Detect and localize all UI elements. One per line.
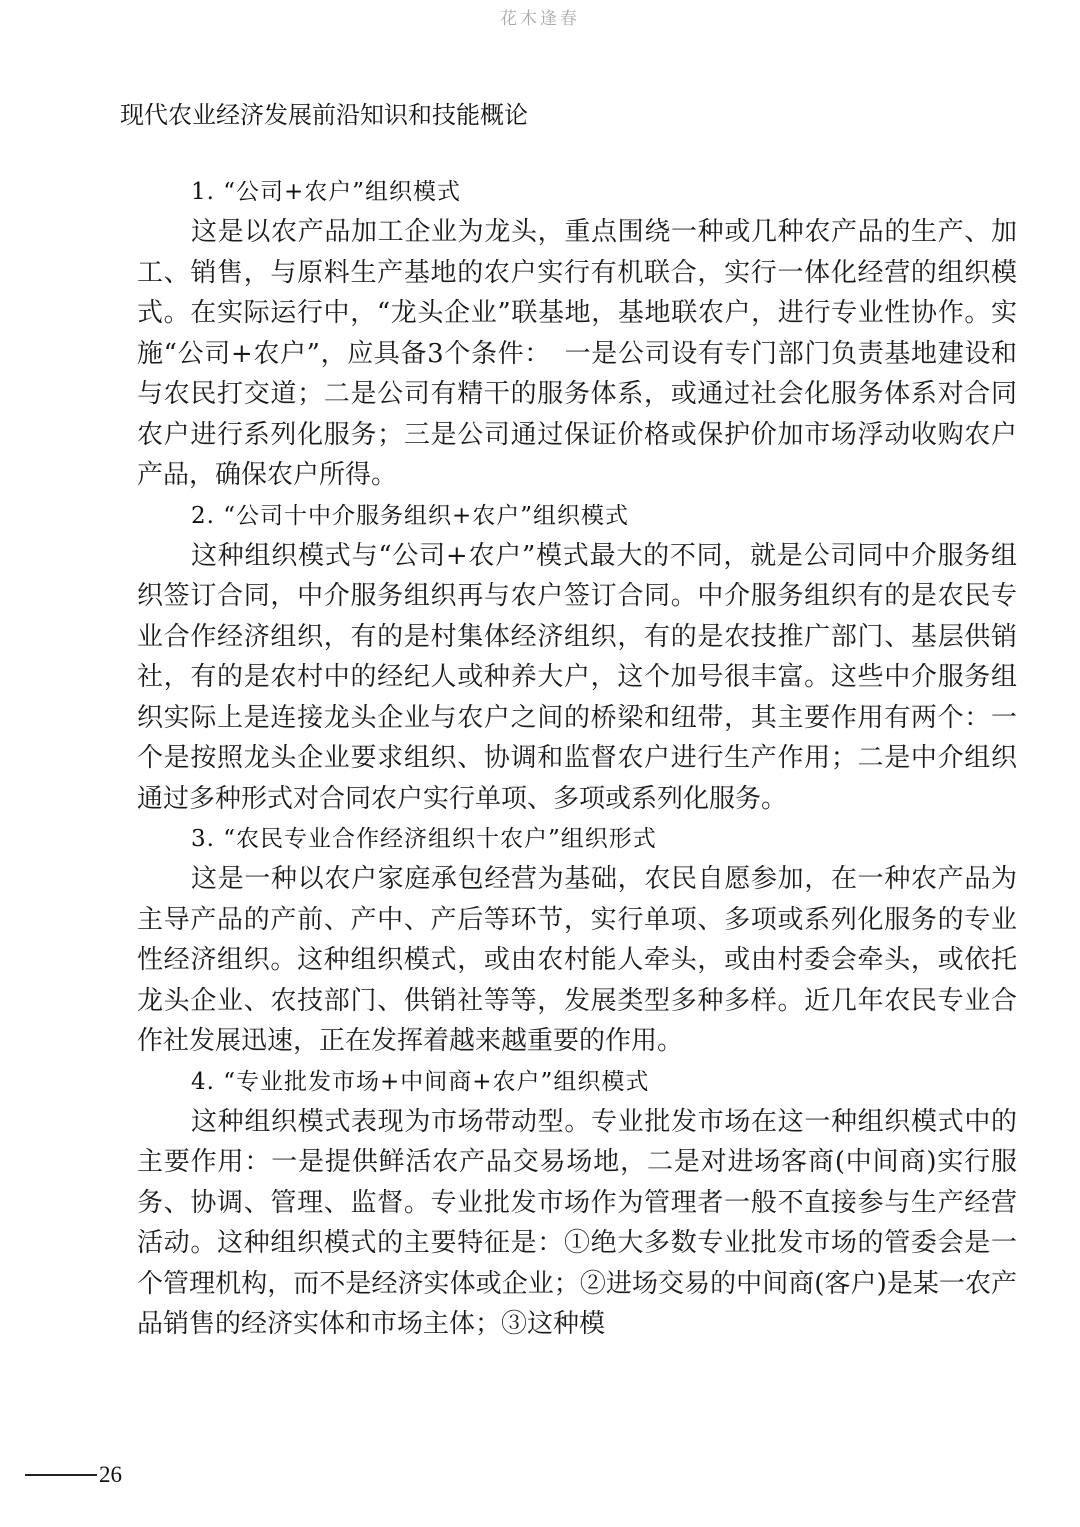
running-head: 现代农业经济发展前沿知识和技能概论 — [120, 101, 528, 129]
watermark: 花木逢春 — [500, 9, 580, 29]
page-body — [137, 172, 1017, 1345]
section-1 — [137, 172, 1017, 496]
section-heading: 2. “公司十中介服务组织+农户”组织模式 — [191, 502, 630, 529]
page-footer — [25, 1462, 122, 1488]
page-number: 26 — [99, 1462, 122, 1487]
section-paragraph: 这种组织模式表现为市场带动型。专业批发市场在这一种组织模式中的主要作用：一是提供鲜活农产品交易场地，二是对进场客商(中间商)实行服务、协调、管理、监督。专业批发市场作为管理者一般不直接参与生产经营活动。这种组织模式的主要特征是：①绝大多数专业批发市场的管委会是一个管理机构，而不是经济实体或企业；②进场交易的中间商(客户)是某一农产品销售的经济实体和市场主体；③这种模 — [137, 1106, 1017, 1339]
section-heading: 3. “农民专业合作经济组织十农户”组织形式 — [191, 826, 657, 852]
section-paragraph: 这是以农产品加工企业为龙头，重点围绕一种或几种农产品的生产、加工、销售，与原料生产基地的农户实行有机联合，实行一体化经营的组织模式。在实际运行中，“龙头企业”联基地，基地联农户，进行专业性协作。实施“公司+农户”，应具备3个条件： 一是公司设有专门部门负责基地建设和与农民打交道；二是公司有精干的服务体系，或通过社会化服务体系对合同农户进行系列化服务；三是公司通过保证价格或保护价加市场浮动收购农户产品，确保农户所得。 — [137, 217, 1017, 490]
section-4 — [137, 1062, 1017, 1345]
section-paragraph: 这是一种以农户家庭承包经营为基础，农民自愿参加，在一种农产品为主导产品的产前、产中、产后等环节，实行单项、多项或系列化服务的专业性经济组织。这种组织模式，或由农村能人牵头，或由村委会牵头，或依托龙头企业、农技部门、供销社等等，发展类型多种多样。近几年农民专业合作社发展迅速，正在发挥着越来越重要的作用。 — [137, 864, 1017, 1056]
section-heading: 1. “公司+农户”组织模式 — [191, 179, 462, 205]
footer-rule — [25, 1474, 97, 1476]
section-paragraph: 这种组织模式与“公司+农户”模式最大的不同，就是公司同中介服务组织签订合同，中介服务组织再与农户签订合同。中介服务组织有的是农民专业合作经济组织，有的是村集体经济组织，有的是农技推广部门、基层供销社，有的是农村中的经纪人或种养大户，这个加号很丰富。这些中介服务组织实际上是连接龙头企业与农户之间的桥梁和纽带，其主要作用有两个：一个是按照龙头企业要求组织、协调和监督农户进行生产作用；二是中介组织通过多种形式对合同农户实行单项、多项或系列化服务。 — [137, 540, 1017, 814]
section-3 — [137, 819, 1017, 1062]
section-2 — [137, 496, 1017, 820]
section-heading: 4. “专业批发市场+中间商+农户”组织模式 — [191, 1068, 650, 1095]
